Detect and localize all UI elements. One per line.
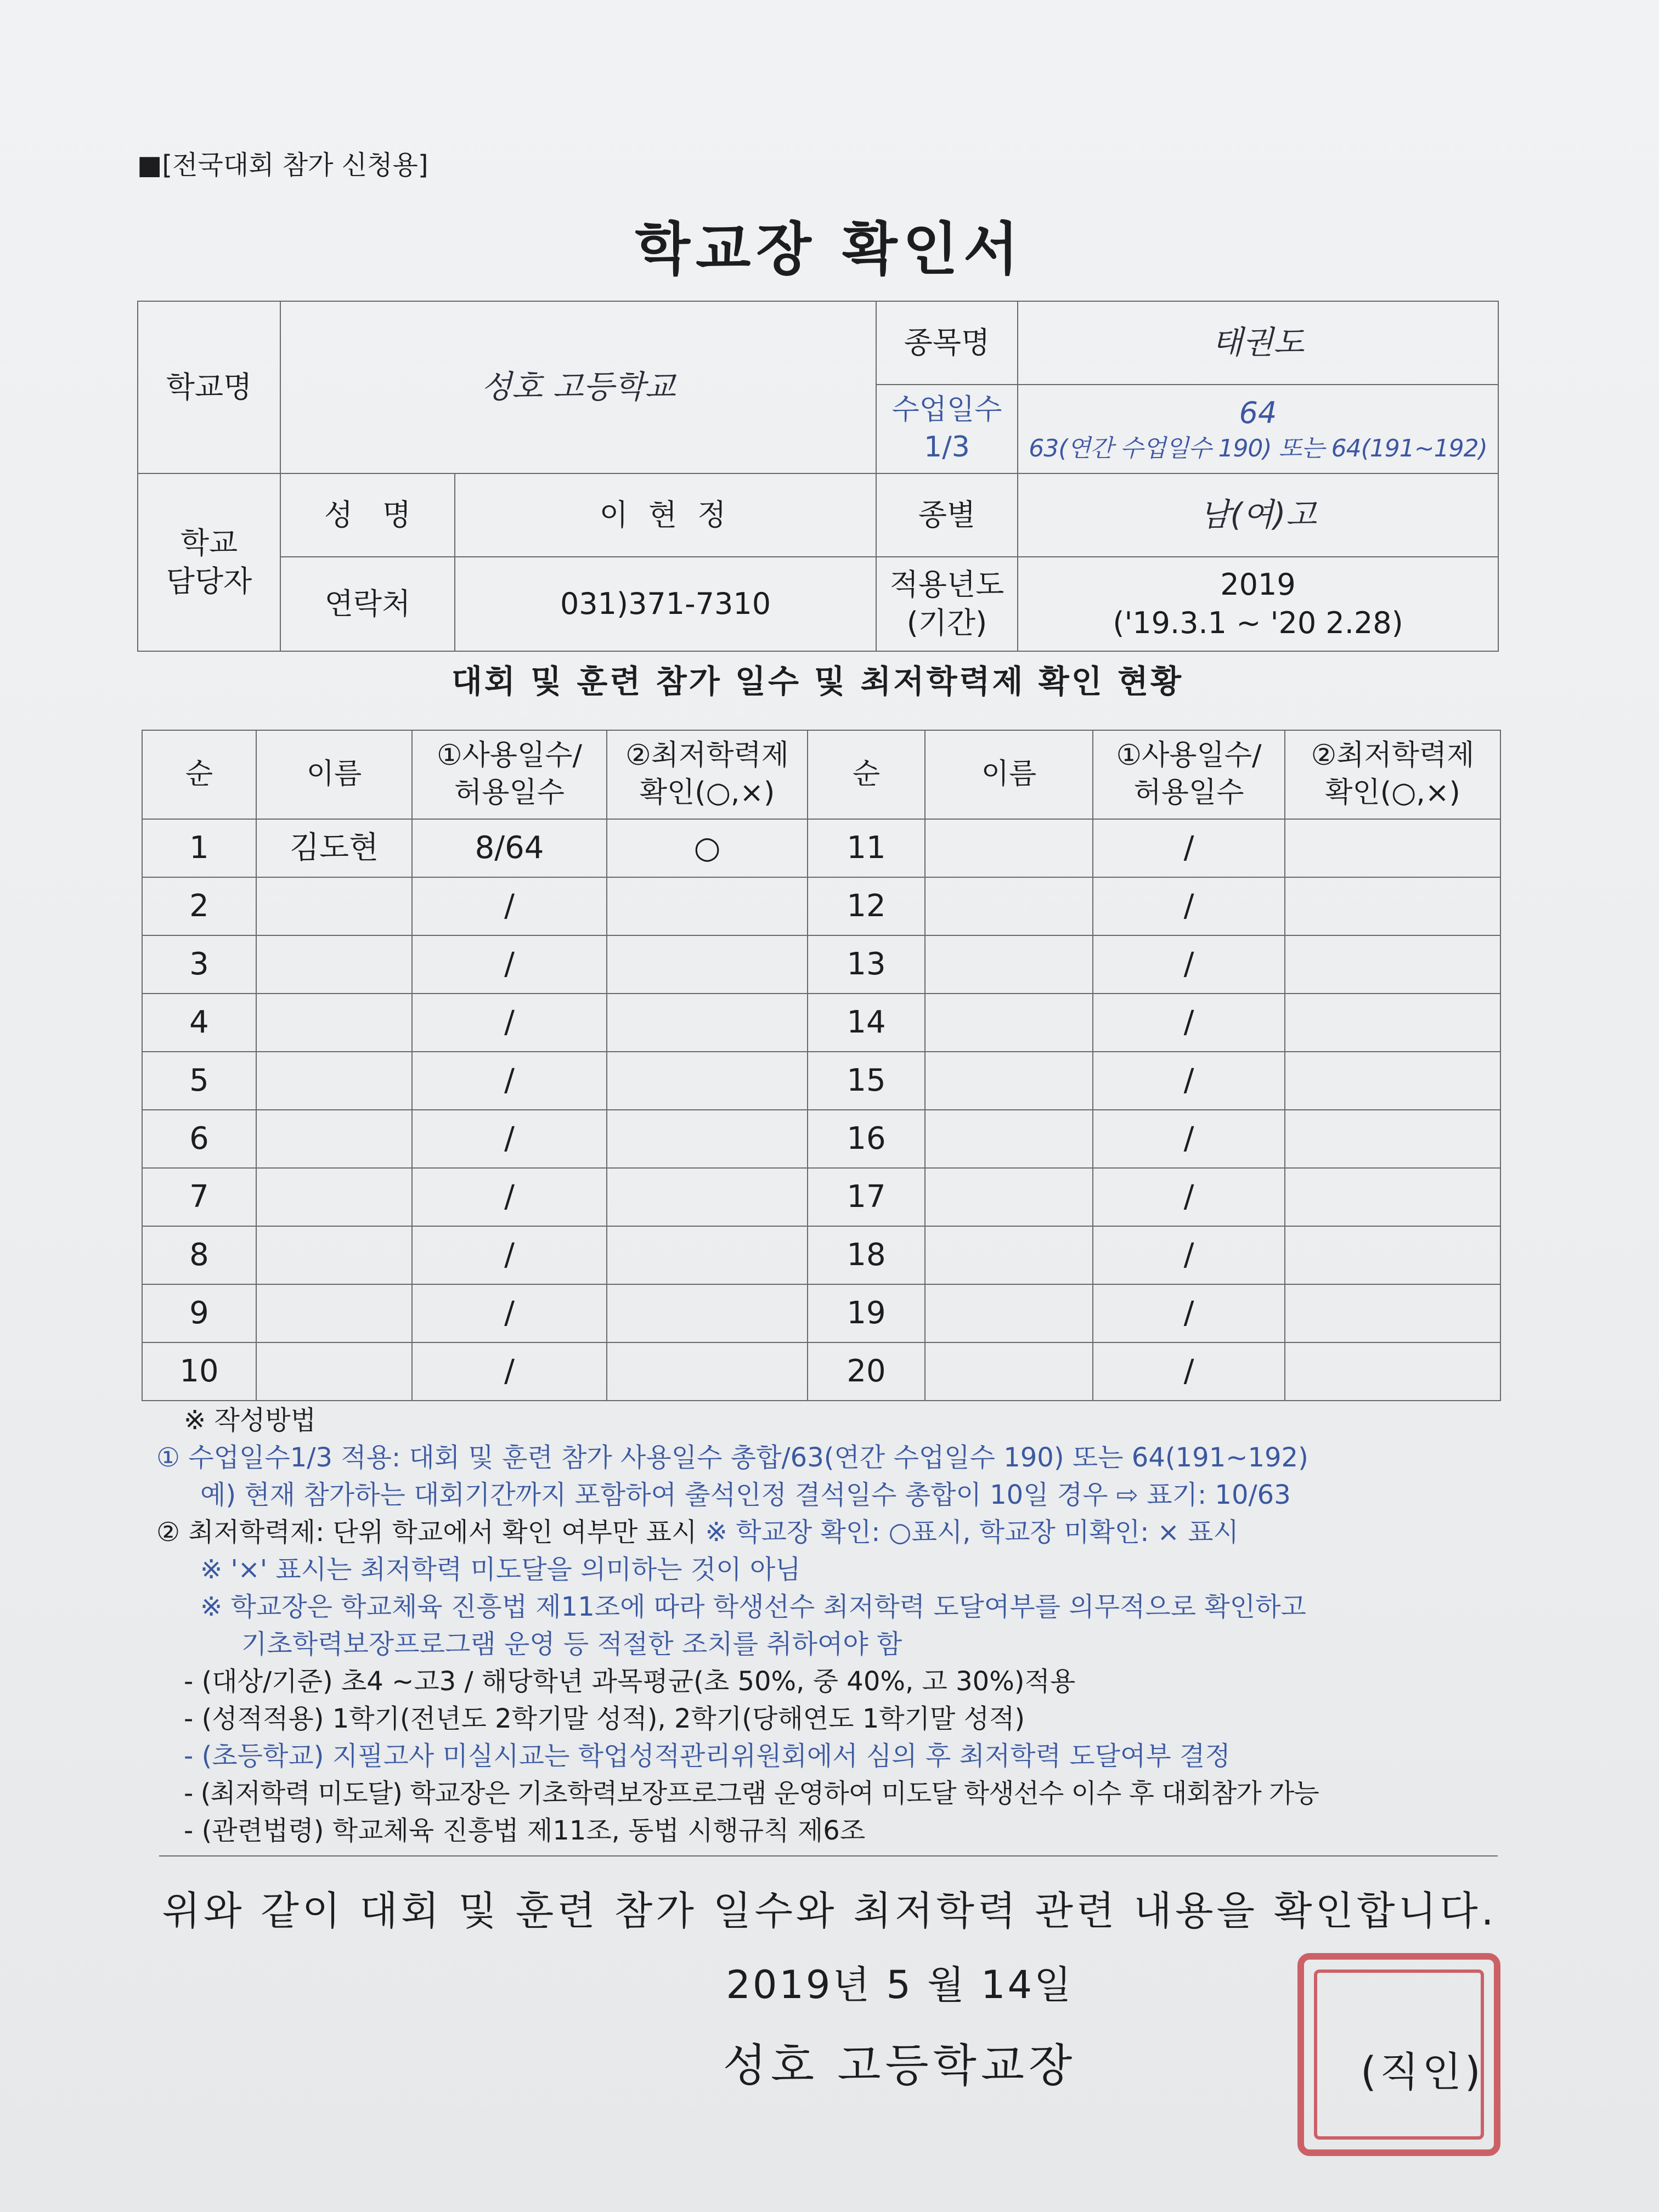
row-check xyxy=(1285,1110,1500,1168)
contact-value: 031)371-7310 xyxy=(455,557,876,651)
row-days: 8/64 xyxy=(412,819,607,877)
row-days: / xyxy=(412,935,607,994)
school-name-label: 학교명 xyxy=(138,301,280,473)
manager-label-line1: 학교 xyxy=(180,525,238,560)
row-check xyxy=(607,1342,808,1401)
row-check xyxy=(607,1110,808,1168)
row-days: / xyxy=(1093,877,1285,935)
row-name xyxy=(925,819,1093,877)
table-row xyxy=(142,877,1500,935)
contact-label: 연락처 xyxy=(280,557,455,651)
table-row xyxy=(142,1226,1500,1284)
table-row xyxy=(142,1284,1500,1342)
manager-name-value: 이 현 정 xyxy=(455,473,876,557)
row-name: 김도현 xyxy=(256,819,412,877)
row-check xyxy=(1285,1052,1500,1110)
row-check xyxy=(1285,1342,1500,1401)
section-title: 대회 및 훈련 참가 일수 및 최저학력제 확인 현황 xyxy=(451,663,1184,700)
col-check-header xyxy=(607,730,808,819)
row-name xyxy=(925,1168,1093,1226)
principal-name: 성호 고등학교장 xyxy=(723,2040,1077,2092)
row-no: 7 xyxy=(142,1168,256,1226)
row-no: 16 xyxy=(808,1110,925,1168)
table-row xyxy=(142,1110,1500,1168)
row-name xyxy=(925,1110,1093,1168)
row-check xyxy=(1285,935,1500,994)
row-days: / xyxy=(412,877,607,935)
row-check xyxy=(1285,1168,1500,1226)
class-days-label-line1: 수업일수 xyxy=(891,393,1002,427)
row-no: 5 xyxy=(142,1052,256,1110)
row-days: / xyxy=(1093,935,1285,994)
row-no: 14 xyxy=(808,994,925,1052)
row-no: 19 xyxy=(808,1284,925,1342)
row-no: 11 xyxy=(808,819,925,877)
col-days-header-2-line2: 허용일수 xyxy=(1133,776,1244,809)
note-line: 기초학력보장프로그램 운영 등 적절한 조치를 취하여야 함 xyxy=(241,1629,902,1660)
row-days: / xyxy=(412,1110,607,1168)
manager-label-line2: 담당자 xyxy=(166,564,252,599)
row-no: 6 xyxy=(142,1110,256,1168)
row-check xyxy=(607,1052,808,1110)
col-days-header-line2: 허용일수 xyxy=(454,776,565,809)
row-check xyxy=(607,994,808,1052)
row-check xyxy=(1285,1226,1500,1284)
row-days: / xyxy=(1093,1342,1285,1401)
row-no: 13 xyxy=(808,935,925,994)
note-line: - (초등학교) 지필고사 미실시교는 학업성적관리위원회에서 심의 후 최저학력 도달여부 결정 xyxy=(184,1741,1231,1771)
seal-label: (직인) xyxy=(1361,2049,1484,2096)
roster-body xyxy=(142,819,1500,1401)
col-check-header-line1: ②최저학력제 xyxy=(625,739,789,772)
row-name xyxy=(925,1284,1093,1342)
row-days: / xyxy=(412,994,607,1052)
table-row xyxy=(142,1052,1500,1110)
row-no: 10 xyxy=(142,1342,256,1401)
row-name xyxy=(256,1168,412,1226)
issue-date: 2019년 5 월 14일 xyxy=(726,1962,1074,2007)
row-name xyxy=(925,1342,1093,1401)
row-name xyxy=(256,935,412,994)
table-row xyxy=(142,935,1500,994)
manager-name-label: 성 명 xyxy=(280,473,455,557)
divider xyxy=(159,1855,1498,1857)
row-no: 8 xyxy=(142,1226,256,1284)
row-no: 20 xyxy=(808,1342,925,1401)
row-check xyxy=(607,1168,808,1226)
row-name xyxy=(925,994,1093,1052)
col-check-header-2-line2: 확인(○,×) xyxy=(1325,776,1460,809)
col-no-header: 순 xyxy=(142,730,256,819)
row-check: ○ xyxy=(607,819,808,877)
year-value-cell xyxy=(1018,557,1498,651)
col-days-header-2-line1: ①사용일수/ xyxy=(1116,739,1262,772)
row-check xyxy=(1285,819,1500,877)
class-days-label-line2: 1/3 xyxy=(924,431,970,464)
year-period: ('19.3.1 ~ '20 2.28) xyxy=(1113,606,1403,640)
row-check xyxy=(1285,994,1500,1052)
school-name-value: 성호 고등학교 xyxy=(280,301,876,473)
col-check-header-line2: 확인(○,×) xyxy=(639,776,775,809)
note-line: - (대상/기준) 초4 ~고3 / 해당학년 과목평균(초 50%, 중 40%, 고 30%)적용 xyxy=(184,1666,1076,1697)
table-row xyxy=(142,1168,1500,1226)
row-no: 15 xyxy=(808,1052,925,1110)
row-name xyxy=(256,1342,412,1401)
row-check xyxy=(607,877,808,935)
note-line: - (관련법령) 학교체육 진흥법 제11조, 동법 시행규칙 제6조 xyxy=(184,1815,866,1846)
note-line: 예) 현재 참가하는 대회기간까지 포함하여 출석인정 결석일수 총합이 10일 경우 ⇨ 표기: 10/63 xyxy=(200,1480,1291,1510)
year-value: 2019 xyxy=(1220,567,1296,602)
row-name xyxy=(256,994,412,1052)
roster-table xyxy=(142,730,1501,1401)
row-days: / xyxy=(412,1342,607,1401)
row-no: 3 xyxy=(142,935,256,994)
row-check xyxy=(607,935,808,994)
row-days: / xyxy=(1093,1052,1285,1110)
note-line: ※ 작성방법 xyxy=(184,1405,316,1436)
row-days: / xyxy=(1093,994,1285,1052)
note-line: ① 수업일수1/3 적용: 대회 및 훈련 참가 사용일수 총합/63(연간 수업일수 190) 또는 64(191~192) xyxy=(156,1442,1308,1473)
class-days-label xyxy=(876,385,1018,473)
sport-value: 태권도 xyxy=(1018,301,1498,385)
row-no: 2 xyxy=(142,877,256,935)
row-days: / xyxy=(412,1284,607,1342)
row-name xyxy=(925,935,1093,994)
writing-notes xyxy=(156,1402,1506,1849)
row-days: / xyxy=(1093,1284,1285,1342)
roster-header-row xyxy=(142,730,1500,819)
row-days: / xyxy=(1093,819,1285,877)
row-no: 1 xyxy=(142,819,256,877)
row-name xyxy=(925,877,1093,935)
row-days: / xyxy=(412,1226,607,1284)
table-row xyxy=(142,1342,1500,1401)
col-days-header-line1: ①사용일수/ xyxy=(436,739,583,772)
col-name-header-2: 이름 xyxy=(925,730,1093,819)
class-days-value-cell xyxy=(1018,385,1498,473)
row-check xyxy=(607,1284,808,1342)
row-check xyxy=(607,1226,808,1284)
school-info-table xyxy=(137,301,1499,652)
row-name xyxy=(256,1052,412,1110)
row-days: / xyxy=(1093,1226,1285,1284)
row-name xyxy=(925,1226,1093,1284)
document-title: 학교장 확인서 xyxy=(635,216,1024,283)
class-days-value: 64 xyxy=(1239,396,1277,431)
document-tag: ■[전국대회 참가 신청용] xyxy=(137,150,428,180)
row-name xyxy=(925,1052,1093,1110)
note-line: ※ 학교장은 학교체육 진흥법 제11조에 따라 학생선수 최저학력 도달여부를 의무적으로 확인하고 xyxy=(200,1592,1306,1622)
row-no: 4 xyxy=(142,994,256,1052)
manager-label xyxy=(138,473,280,651)
row-name xyxy=(256,877,412,935)
year-label xyxy=(876,557,1018,651)
row-days: / xyxy=(1093,1168,1285,1226)
row-name xyxy=(256,1226,412,1284)
col-days-header-2 xyxy=(1093,730,1285,819)
col-check-header-2 xyxy=(1285,730,1500,819)
confirmation-text: 위와 같이 대회 및 훈련 참가 일수와 최저학력 관련 내용을 확인합니다. xyxy=(162,1888,1497,1934)
gender-label: 종별 xyxy=(876,473,1018,557)
note-line: ※ '×' 표시는 최저학력 미도달을 의미하는 것이 아님 xyxy=(200,1554,801,1585)
row-days: / xyxy=(412,1168,607,1226)
year-label-line1: 적용년도 xyxy=(889,567,1005,602)
table-row xyxy=(142,819,1500,877)
row-name xyxy=(256,1284,412,1342)
note-line-part: ② 최저학력제: 단위 학교에서 확인 여부만 표시 xyxy=(156,1517,706,1548)
row-check xyxy=(1285,1284,1500,1342)
table-row xyxy=(142,994,1500,1052)
col-days-header xyxy=(412,730,607,819)
row-no: 18 xyxy=(808,1226,925,1284)
row-no: 12 xyxy=(808,877,925,935)
col-no-header-2: 순 xyxy=(808,730,925,819)
row-name xyxy=(256,1110,412,1168)
col-check-header-2-line1: ②최저학력제 xyxy=(1311,739,1475,772)
year-label-line2: (기간) xyxy=(906,606,988,640)
col-name-header: 이름 xyxy=(256,730,412,819)
row-days: / xyxy=(412,1052,607,1110)
row-check xyxy=(1285,877,1500,935)
gender-value: 남(여)고 xyxy=(1018,473,1498,557)
row-days: / xyxy=(1093,1110,1285,1168)
note-line: - (최저학력 미도달) 학교장은 기초학력보장프로그램 운영하여 미도달 학생선수 이수 후 대회참가 가능 xyxy=(184,1778,1319,1809)
row-no: 17 xyxy=(808,1168,925,1226)
note-line-part: ※ 학교장 확인: ○표시, 학교장 미확인: × 표시 xyxy=(705,1517,1239,1548)
class-days-note: 63(연간 수업일수 190) 또는 64(191~192) xyxy=(1029,434,1487,462)
sport-label: 종목명 xyxy=(876,301,1018,385)
note-line: - (성적적용) 1학기(전년도 2학기말 성적), 2학기(당해연도 1학기말 성적) xyxy=(184,1703,1025,1734)
note-line-mixed xyxy=(156,1514,1506,1551)
row-no: 9 xyxy=(142,1284,256,1342)
